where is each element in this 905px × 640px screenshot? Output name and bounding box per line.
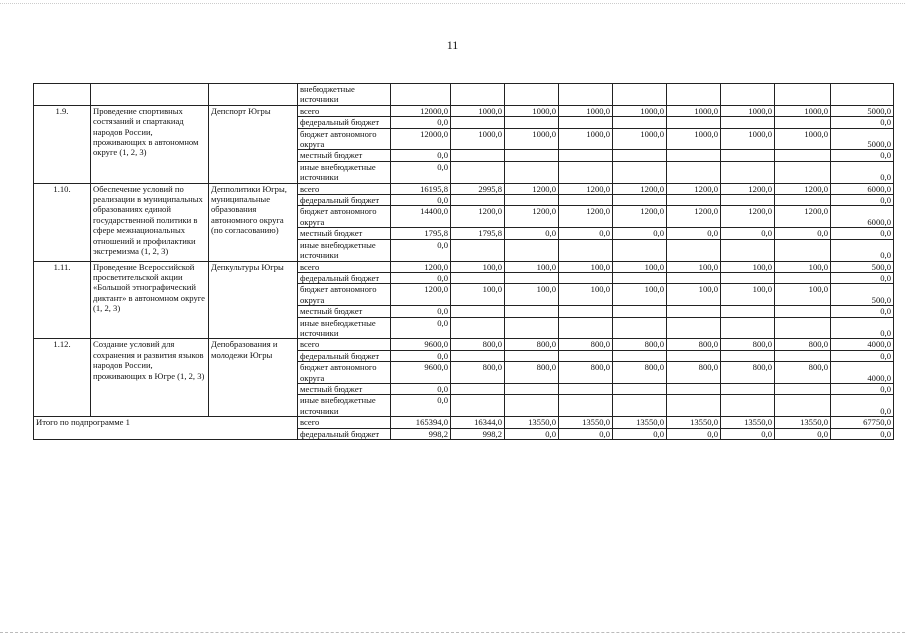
cell-value-5: 1000,0 <box>613 128 667 150</box>
cell-value-8 <box>775 317 831 339</box>
cell-value-8 <box>775 84 831 106</box>
cell-value-7 <box>721 272 775 283</box>
cell-value-2 <box>451 150 505 161</box>
cell-value-7 <box>721 150 775 161</box>
cell-source: местный бюджет <box>298 383 391 394</box>
cell-name: Проведение Всероссийской просветительской акции «Большой этнографический диктант» в автономном округе (1, 2, 3) <box>91 261 209 339</box>
budget-table <box>33 83 894 440</box>
cell-value-5: 13550,0 <box>613 417 667 428</box>
cell-value-9: 0,0 <box>831 117 894 128</box>
cell-value-4 <box>559 272 613 283</box>
cell-value-9: 0,0 <box>831 317 894 339</box>
cell-value-5 <box>613 195 667 206</box>
table-row <box>34 84 894 106</box>
cell-value-1: 0,0 <box>391 161 451 183</box>
cell-value-9: 5000,0 <box>831 105 894 116</box>
cell-value-9: 6000,0 <box>831 206 894 228</box>
cell-value-2: 2995,8 <box>451 183 505 194</box>
cell-value-8 <box>775 150 831 161</box>
cell-value-8: 13550,0 <box>775 417 831 428</box>
cell-value-3: 1000,0 <box>505 128 559 150</box>
cell-source: иные внебюджетные источники <box>298 395 391 417</box>
cell-value-5: 800,0 <box>613 339 667 350</box>
cell-value-2 <box>451 272 505 283</box>
cell-value-9: 500,0 <box>831 284 894 306</box>
cell-value-8 <box>775 306 831 317</box>
cell-value-6: 13550,0 <box>667 417 721 428</box>
cell-value-1: 0,0 <box>391 383 451 394</box>
cell-value-7 <box>721 195 775 206</box>
cell-value-2: 800,0 <box>451 362 505 384</box>
cell-num <box>34 84 91 106</box>
cell-value-7: 0,0 <box>721 228 775 239</box>
cell-value-6 <box>667 306 721 317</box>
cell-executor: Депкультуры Югры <box>209 261 298 339</box>
cell-source: всего <box>298 183 391 194</box>
cell-value-1: 1795,8 <box>391 228 451 239</box>
cell-value-1: 0,0 <box>391 195 451 206</box>
cell-source: местный бюджет <box>298 228 391 239</box>
cell-executor: Депспорт Югры <box>209 105 298 183</box>
cell-value-9: 4000,0 <box>831 362 894 384</box>
cell-value-8 <box>775 272 831 283</box>
cell-source: бюджет автономного округа <box>298 128 391 150</box>
cell-value-7 <box>721 161 775 183</box>
cell-source: федеральный бюджет <box>298 428 391 439</box>
cell-value-5 <box>613 117 667 128</box>
cell-value-3 <box>505 195 559 206</box>
cell-value-8 <box>775 395 831 417</box>
cell-value-4 <box>559 239 613 261</box>
cell-value-4 <box>559 150 613 161</box>
cell-source: местный бюджет <box>298 150 391 161</box>
cell-value-6: 800,0 <box>667 362 721 384</box>
cell-value-8: 100,0 <box>775 261 831 272</box>
cell-value-4 <box>559 317 613 339</box>
cell-value-7 <box>721 117 775 128</box>
cell-value-4 <box>559 350 613 361</box>
cell-value-5: 1000,0 <box>613 105 667 116</box>
cell-value-8 <box>775 195 831 206</box>
cell-source: бюджет автономного округа <box>298 284 391 306</box>
cell-value-3 <box>505 383 559 394</box>
cell-value-8: 100,0 <box>775 284 831 306</box>
cell-value-6: 100,0 <box>667 261 721 272</box>
cell-value-4 <box>559 395 613 417</box>
cell-value-2: 1795,8 <box>451 228 505 239</box>
cell-value-1: 0,0 <box>391 350 451 361</box>
cell-value-3: 1000,0 <box>505 105 559 116</box>
cell-value-3: 13550,0 <box>505 417 559 428</box>
cell-value-2 <box>451 117 505 128</box>
cell-num: 1.11. <box>34 261 91 339</box>
cell-value-4 <box>559 117 613 128</box>
cell-value-9: 0,0 <box>831 195 894 206</box>
cell-value-4 <box>559 84 613 106</box>
cell-value-2 <box>451 239 505 261</box>
cell-value-6: 1200,0 <box>667 183 721 194</box>
cell-value-3 <box>505 350 559 361</box>
cell-value-9: 0,0 <box>831 428 894 439</box>
cell-value-8: 800,0 <box>775 362 831 384</box>
cell-value-9: 0,0 <box>831 383 894 394</box>
cell-value-3: 100,0 <box>505 261 559 272</box>
cell-value-5 <box>613 395 667 417</box>
cell-value-9: 500,0 <box>831 261 894 272</box>
cell-value-3: 1200,0 <box>505 206 559 228</box>
cell-value-7: 0,0 <box>721 428 775 439</box>
cell-value-4: 100,0 <box>559 284 613 306</box>
cell-value-9: 67750,0 <box>831 417 894 428</box>
cell-value-3 <box>505 395 559 417</box>
cell-value-8 <box>775 383 831 394</box>
scan-edge-top <box>0 3 905 4</box>
cell-value-9 <box>831 84 894 106</box>
cell-value-6: 0,0 <box>667 428 721 439</box>
cell-value-3 <box>505 317 559 339</box>
cell-value-8: 1000,0 <box>775 105 831 116</box>
cell-source: местный бюджет <box>298 306 391 317</box>
cell-value-7 <box>721 84 775 106</box>
cell-value-1: 0,0 <box>391 317 451 339</box>
cell-value-3: 800,0 <box>505 339 559 350</box>
cell-value-1: 9600,0 <box>391 362 451 384</box>
cell-source: иные внебюджетные источники <box>298 317 391 339</box>
cell-value-8: 1000,0 <box>775 128 831 150</box>
cell-num: 1.12. <box>34 339 91 417</box>
cell-value-5 <box>613 150 667 161</box>
cell-value-2 <box>451 195 505 206</box>
cell-value-2 <box>451 383 505 394</box>
cell-value-1: 0,0 <box>391 150 451 161</box>
cell-value-4: 1000,0 <box>559 128 613 150</box>
cell-value-5 <box>613 317 667 339</box>
cell-value-2: 16344,0 <box>451 417 505 428</box>
cell-value-6 <box>667 195 721 206</box>
cell-source: всего <box>298 339 391 350</box>
cell-value-7: 1200,0 <box>721 206 775 228</box>
cell-executor: Депобразования и молодежи Югры <box>209 339 298 417</box>
cell-value-2 <box>451 395 505 417</box>
cell-value-1: 16195,8 <box>391 183 451 194</box>
cell-value-1: 0,0 <box>391 272 451 283</box>
cell-value-4: 1200,0 <box>559 183 613 194</box>
cell-value-4: 800,0 <box>559 339 613 350</box>
cell-value-3: 100,0 <box>505 284 559 306</box>
cell-value-2 <box>451 84 505 106</box>
cell-value-4: 1000,0 <box>559 105 613 116</box>
cell-value-6 <box>667 239 721 261</box>
cell-value-2: 1000,0 <box>451 128 505 150</box>
cell-value-7 <box>721 239 775 261</box>
cell-value-8: 1200,0 <box>775 183 831 194</box>
cell-name <box>91 84 209 106</box>
cell-value-3 <box>505 306 559 317</box>
cell-value-3: 800,0 <box>505 362 559 384</box>
cell-name: Создание условий для сохранения и развития языков народов России, проживающих в Югре (1, 2, 3) <box>91 339 209 417</box>
cell-num: 1.10. <box>34 183 91 261</box>
cell-source: внебюджетные источники <box>298 84 391 106</box>
cell-source: всего <box>298 105 391 116</box>
cell-value-9: 0,0 <box>831 395 894 417</box>
cell-value-1: 998,2 <box>391 428 451 439</box>
cell-value-9: 0,0 <box>831 350 894 361</box>
page-number: 11 <box>446 38 459 52</box>
cell-value-5 <box>613 350 667 361</box>
cell-value-8 <box>775 117 831 128</box>
cell-value-7: 1000,0 <box>721 128 775 150</box>
cell-value-2: 998,2 <box>451 428 505 439</box>
cell-value-3 <box>505 272 559 283</box>
cell-source: всего <box>298 261 391 272</box>
cell-value-3 <box>505 84 559 106</box>
cell-value-2: 100,0 <box>451 261 505 272</box>
cell-value-4: 100,0 <box>559 261 613 272</box>
cell-value-1: 165394,0 <box>391 417 451 428</box>
cell-value-6: 800,0 <box>667 339 721 350</box>
table-row <box>34 339 894 350</box>
cell-value-1: 0,0 <box>391 239 451 261</box>
cell-value-3 <box>505 161 559 183</box>
cell-value-5 <box>613 84 667 106</box>
cell-num: 1.9. <box>34 105 91 183</box>
cell-value-5: 100,0 <box>613 284 667 306</box>
table-row <box>34 417 894 428</box>
cell-value-7 <box>721 317 775 339</box>
cell-value-6 <box>667 317 721 339</box>
cell-value-6 <box>667 84 721 106</box>
total-label: Итого по подпрограмме 1 <box>34 417 298 440</box>
cell-value-9: 0,0 <box>831 239 894 261</box>
cell-value-6: 1200,0 <box>667 206 721 228</box>
cell-value-6 <box>667 150 721 161</box>
cell-value-5: 0,0 <box>613 228 667 239</box>
cell-value-7: 800,0 <box>721 339 775 350</box>
cell-value-3: 0,0 <box>505 228 559 239</box>
cell-value-7 <box>721 383 775 394</box>
cell-value-7: 800,0 <box>721 362 775 384</box>
cell-source: иные внебюджетные источники <box>298 239 391 261</box>
cell-value-4 <box>559 161 613 183</box>
cell-value-8: 0,0 <box>775 428 831 439</box>
cell-value-2 <box>451 350 505 361</box>
cell-value-1: 9600,0 <box>391 339 451 350</box>
cell-value-9: 0,0 <box>831 150 894 161</box>
cell-source: бюджет автономного округа <box>298 206 391 228</box>
cell-value-1 <box>391 84 451 106</box>
cell-value-1: 14400,0 <box>391 206 451 228</box>
cell-value-7 <box>721 350 775 361</box>
cell-value-7 <box>721 306 775 317</box>
cell-value-3 <box>505 150 559 161</box>
cell-value-8 <box>775 350 831 361</box>
cell-value-6: 1000,0 <box>667 105 721 116</box>
cell-value-2: 1200,0 <box>451 206 505 228</box>
cell-value-7: 100,0 <box>721 284 775 306</box>
cell-value-8: 1200,0 <box>775 206 831 228</box>
cell-value-6: 0,0 <box>667 228 721 239</box>
cell-value-3 <box>505 239 559 261</box>
cell-value-8 <box>775 161 831 183</box>
cell-value-8: 800,0 <box>775 339 831 350</box>
table-row <box>34 183 894 194</box>
cell-value-5: 0,0 <box>613 428 667 439</box>
cell-value-4 <box>559 306 613 317</box>
cell-value-1: 0,0 <box>391 306 451 317</box>
cell-value-8: 0,0 <box>775 228 831 239</box>
cell-value-1: 1200,0 <box>391 261 451 272</box>
cell-value-5 <box>613 239 667 261</box>
cell-executor <box>209 84 298 106</box>
cell-value-9: 4000,0 <box>831 339 894 350</box>
cell-name: Обеспечение условий по реализации в муниципальных образованиях единой государственной политики в сфере межнациональных отношений и профилактики экстремизма (1, 2, 3) <box>91 183 209 261</box>
cell-value-4: 0,0 <box>559 428 613 439</box>
cell-value-6 <box>667 395 721 417</box>
cell-value-5 <box>613 161 667 183</box>
cell-value-6 <box>667 161 721 183</box>
cell-value-9: 6000,0 <box>831 183 894 194</box>
table-row <box>34 105 894 116</box>
cell-value-5 <box>613 272 667 283</box>
cell-value-6: 100,0 <box>667 284 721 306</box>
cell-value-1: 1200,0 <box>391 284 451 306</box>
cell-value-9: 5000,0 <box>831 128 894 150</box>
cell-value-2 <box>451 317 505 339</box>
cell-source: бюджет автономного округа <box>298 362 391 384</box>
cell-value-9: 0,0 <box>831 228 894 239</box>
cell-value-5 <box>613 383 667 394</box>
cell-value-1: 0,0 <box>391 395 451 417</box>
cell-value-1: 12000,0 <box>391 105 451 116</box>
cell-value-5: 800,0 <box>613 362 667 384</box>
scan-edge-bottom <box>0 632 905 633</box>
cell-value-6 <box>667 383 721 394</box>
cell-executor: Депполитики Югры, муниципальные образования автономного округа (по согласованию) <box>209 183 298 261</box>
cell-value-9: 0,0 <box>831 272 894 283</box>
cell-value-3: 0,0 <box>505 428 559 439</box>
cell-source: федеральный бюджет <box>298 117 391 128</box>
cell-value-4 <box>559 195 613 206</box>
cell-source: федеральный бюджет <box>298 195 391 206</box>
cell-value-7: 100,0 <box>721 261 775 272</box>
cell-value-1: 0,0 <box>391 117 451 128</box>
cell-value-9: 0,0 <box>831 306 894 317</box>
cell-value-6: 1000,0 <box>667 128 721 150</box>
cell-value-7: 1200,0 <box>721 183 775 194</box>
cell-value-4: 0,0 <box>559 228 613 239</box>
table-row <box>34 261 894 272</box>
cell-value-7: 1000,0 <box>721 105 775 116</box>
cell-value-5: 1200,0 <box>613 206 667 228</box>
cell-value-4: 1200,0 <box>559 206 613 228</box>
cell-value-5: 1200,0 <box>613 183 667 194</box>
cell-source: федеральный бюджет <box>298 272 391 283</box>
cell-value-2 <box>451 306 505 317</box>
cell-value-5 <box>613 306 667 317</box>
cell-value-1: 12000,0 <box>391 128 451 150</box>
cell-value-3 <box>505 117 559 128</box>
cell-name: Проведение спортивных состязаний и спартакиад народов России, проживающих в автономном округе (1, 2, 3) <box>91 105 209 183</box>
cell-value-6 <box>667 272 721 283</box>
cell-value-3: 1200,0 <box>505 183 559 194</box>
cell-value-2 <box>451 161 505 183</box>
cell-value-9: 0,0 <box>831 161 894 183</box>
cell-value-8 <box>775 239 831 261</box>
cell-value-2: 1000,0 <box>451 105 505 116</box>
cell-value-4: 800,0 <box>559 362 613 384</box>
cell-value-5: 100,0 <box>613 261 667 272</box>
cell-value-6 <box>667 350 721 361</box>
cell-source: иные внебюджетные источники <box>298 161 391 183</box>
cell-value-6 <box>667 117 721 128</box>
cell-value-2: 800,0 <box>451 339 505 350</box>
cell-value-7 <box>721 395 775 417</box>
cell-value-4: 13550,0 <box>559 417 613 428</box>
cell-value-2: 100,0 <box>451 284 505 306</box>
cell-source: федеральный бюджет <box>298 350 391 361</box>
cell-source: всего <box>298 417 391 428</box>
cell-value-7: 13550,0 <box>721 417 775 428</box>
cell-value-4 <box>559 383 613 394</box>
